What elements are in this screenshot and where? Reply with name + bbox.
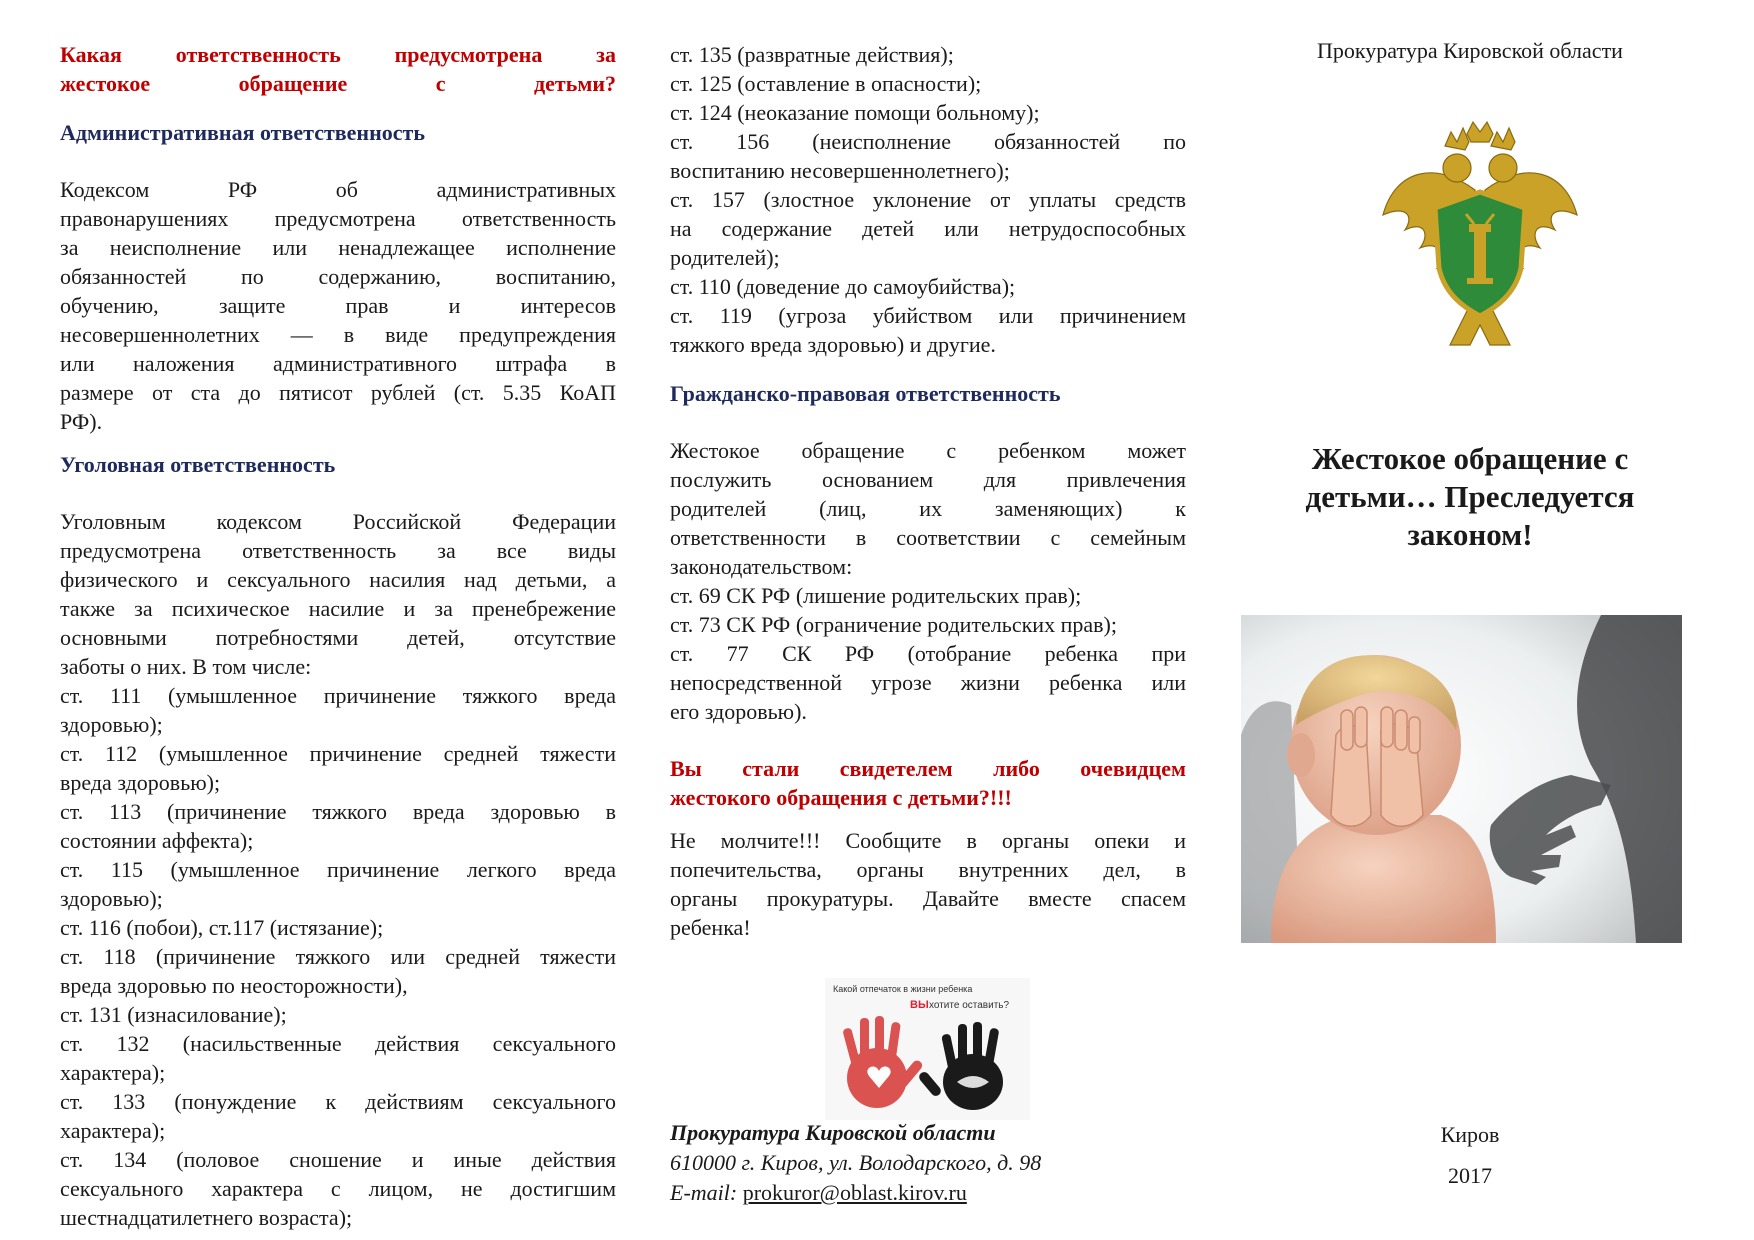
article-line: ст. 115 (умышленное причинение легкого вреда — [60, 857, 616, 882]
article-list — [670, 40, 1186, 359]
article-item — [60, 942, 616, 1000]
admin-paragraph — [60, 175, 616, 436]
cover-year: 2017 — [1448, 1163, 1492, 1188]
contact-footer — [670, 1118, 1190, 1208]
appeal-line: попечительства, органы внутренних дел, в — [670, 857, 1186, 882]
admin-line: размере от ста до пятисот рублей (ст. 5.35 КоАП — [60, 380, 616, 405]
civil-line: послужить основанием для привлечения — [670, 467, 1186, 492]
poster-caption-2: хотите оставить? — [929, 1000, 1010, 1011]
footer-email — [670, 1178, 1190, 1208]
witness-heading: Вы стали свидетелем либо очевидцем жестокого обращения с детьми?!!! — [670, 756, 1186, 810]
article-line: ст. 133 (понуждение к действиям сексуального — [60, 1089, 616, 1114]
article-item — [670, 185, 1186, 272]
email-label: E-mail: — [670, 1180, 738, 1205]
article-list — [60, 681, 616, 1232]
criminal-paragraph — [60, 507, 616, 681]
article-item — [60, 797, 616, 855]
appeal-line: ребенка! — [670, 915, 751, 940]
article-line: ст. 119 (угроза убийством или причинением — [670, 303, 1186, 328]
article-line: на содержание детей или нетрудоспособных — [670, 216, 1186, 241]
civil-line: законодательством: — [670, 554, 853, 579]
poster-caption: Какой отпечаток в жизни ребенка — [833, 984, 973, 994]
article-line: ст. 111 (умышленное причинение тяжкого вреда — [60, 683, 616, 708]
article-line: шестнадцатилетнего возраста); — [60, 1205, 353, 1230]
cover-city: Киров — [1440, 1122, 1500, 1147]
civil-line: родителей (лиц, их заменяющих) к — [670, 496, 1186, 521]
appeal-paragraph — [670, 826, 1186, 942]
article-line: ст. 156 (неисполнение обязанностей по — [670, 129, 1186, 154]
admin-line: несовершеннолетних — в виде предупреждения — [60, 322, 616, 347]
article-item — [670, 69, 1186, 98]
article-line: состоянии аффекта); — [60, 828, 254, 853]
article-item — [60, 1087, 616, 1145]
article-line: вреда здоровью по неосторожности), — [60, 973, 408, 998]
article-line: ст. 134 (половое сношение и иные действия — [60, 1147, 616, 1172]
cover-title: Жестокое обращение с детьми… Преследуется законом! — [1305, 441, 1635, 552]
article-item — [670, 40, 1186, 69]
article-line: ст. 73 СК РФ (ограничение родительских прав); — [670, 612, 1117, 637]
article-line: здоровью); — [60, 712, 163, 737]
prosecutor-emblem-icon — [1375, 120, 1585, 370]
article-item — [60, 1145, 616, 1232]
criminal-line: заботы о них. В том числе: — [60, 654, 312, 679]
article-line: ст. 69 СК РФ (лишение родительских прав); — [670, 583, 1082, 608]
column-left — [60, 40, 616, 1232]
footer-org: Прокуратура Кировской области — [670, 1120, 996, 1145]
article-item — [670, 272, 1186, 301]
email-link[interactable]: prokuror@oblast.kirov.ru — [742, 1180, 967, 1205]
article-item — [670, 639, 1186, 726]
criminal-line: предусмотрена ответственность за все виды — [60, 538, 616, 563]
article-line: ст. 135 (развратные действия); — [670, 42, 954, 67]
article-item — [60, 855, 616, 913]
footer-address: 610000 г. Киров, ул. Володарского, д. 98 — [670, 1150, 1042, 1175]
article-line: характера); — [60, 1118, 166, 1143]
civil-line: ответственности в соответствии с семейным — [670, 525, 1186, 550]
civil-paragraph — [670, 436, 1186, 581]
civil-title: Гражданско-правовая ответственность — [670, 381, 1061, 406]
article-item — [60, 913, 616, 942]
article-line: родителей); — [670, 245, 780, 270]
article-line: вреда здоровью); — [60, 770, 221, 795]
admin-line: обучению, защите прав и интересов — [60, 293, 616, 318]
admin-title: Административная ответственность — [60, 120, 425, 145]
poster-accent: ВЫ — [910, 999, 929, 1011]
article-item — [670, 610, 1186, 639]
criminal-line: физического и сексуального насилия над детьми, а — [60, 567, 616, 592]
admin-line: правонарушениях предусмотрена ответственность — [60, 206, 616, 231]
article-line: ст. 157 (злостное уклонение от уплаты средств — [670, 187, 1186, 212]
column-cover — [1245, 0, 1695, 1240]
admin-line: Кодексом РФ об административных — [60, 177, 616, 202]
appeal-line: Не молчите!!! Сообщите в органы опеки и — [670, 828, 1186, 853]
column-middle — [670, 40, 1186, 942]
article-item — [60, 681, 616, 739]
handprint-poster — [825, 978, 1030, 1120]
article-line: ст. 124 (неоказание помощи больному); — [670, 100, 1040, 125]
article-line: ст. 118 (причинение тяжкого или средней тяжести — [60, 944, 616, 969]
article-line: тяжкого вреда здоровью) и другие. — [670, 332, 996, 357]
article-line: ст. 112 (умышленное причинение средней тяжести — [60, 741, 616, 766]
article-item — [670, 98, 1186, 127]
article-line: непосредственной угрозе жизни ребенка или — [670, 670, 1186, 695]
article-item — [60, 739, 616, 797]
appeal-line: органы прокуратуры. Давайте вместе спасем — [670, 886, 1186, 911]
criminal-line: также за психическое насилие и за пренебрежение — [60, 596, 616, 621]
article-line: ст. 110 (доведение до самоубийства); — [670, 274, 1016, 299]
article-item — [670, 127, 1186, 185]
criminal-line: основными потребностями детей, отсутствие — [60, 625, 616, 650]
article-item — [670, 581, 1186, 610]
civil-line: Жестокое обращение с ребенком может — [670, 438, 1186, 463]
article-line: ст. 131 (изнасилование); — [60, 1002, 287, 1027]
admin-line: обязанностей по содержанию, воспитанию, — [60, 264, 616, 289]
responsibility-heading: Какая ответственность предусмотрена за жестокое обращение с детьми? — [60, 42, 616, 96]
cover-org: Прокуратура Кировской области — [1317, 38, 1623, 63]
article-line: его здоровью). — [670, 699, 807, 724]
admin-line: за неисполнение или ненадлежащее исполнение — [60, 235, 616, 260]
article-line: ст. 77 СК РФ (отобрание ребенка при — [670, 641, 1186, 666]
article-line: ст. 116 (побои), ст.117 (истязание); — [60, 915, 384, 940]
article-line: характера); — [60, 1060, 166, 1085]
sk-article-list — [670, 581, 1186, 726]
article-item — [670, 301, 1186, 359]
article-line: сексуального характера с лицом, не достигшим — [60, 1176, 616, 1201]
article-line: ст. 113 (причинение тяжкого вреда здоровью в — [60, 799, 616, 824]
article-line: ст. 125 (оставление в опасности); — [670, 71, 982, 96]
admin-line: или наложения административного штрафа в — [60, 351, 616, 376]
article-item — [60, 1000, 616, 1029]
article-line: здоровью); — [60, 886, 163, 911]
criminal-title: Уголовная ответственность — [60, 452, 336, 477]
article-line: воспитанию несовершеннолетнего); — [670, 158, 1010, 183]
child-photo — [1241, 615, 1682, 943]
criminal-line: Уголовным кодексом Российской Федерации — [60, 509, 616, 534]
article-item — [60, 1029, 616, 1087]
article-line: ст. 132 (насильственные действия сексуального — [60, 1031, 616, 1056]
admin-line: РФ). — [60, 409, 103, 434]
